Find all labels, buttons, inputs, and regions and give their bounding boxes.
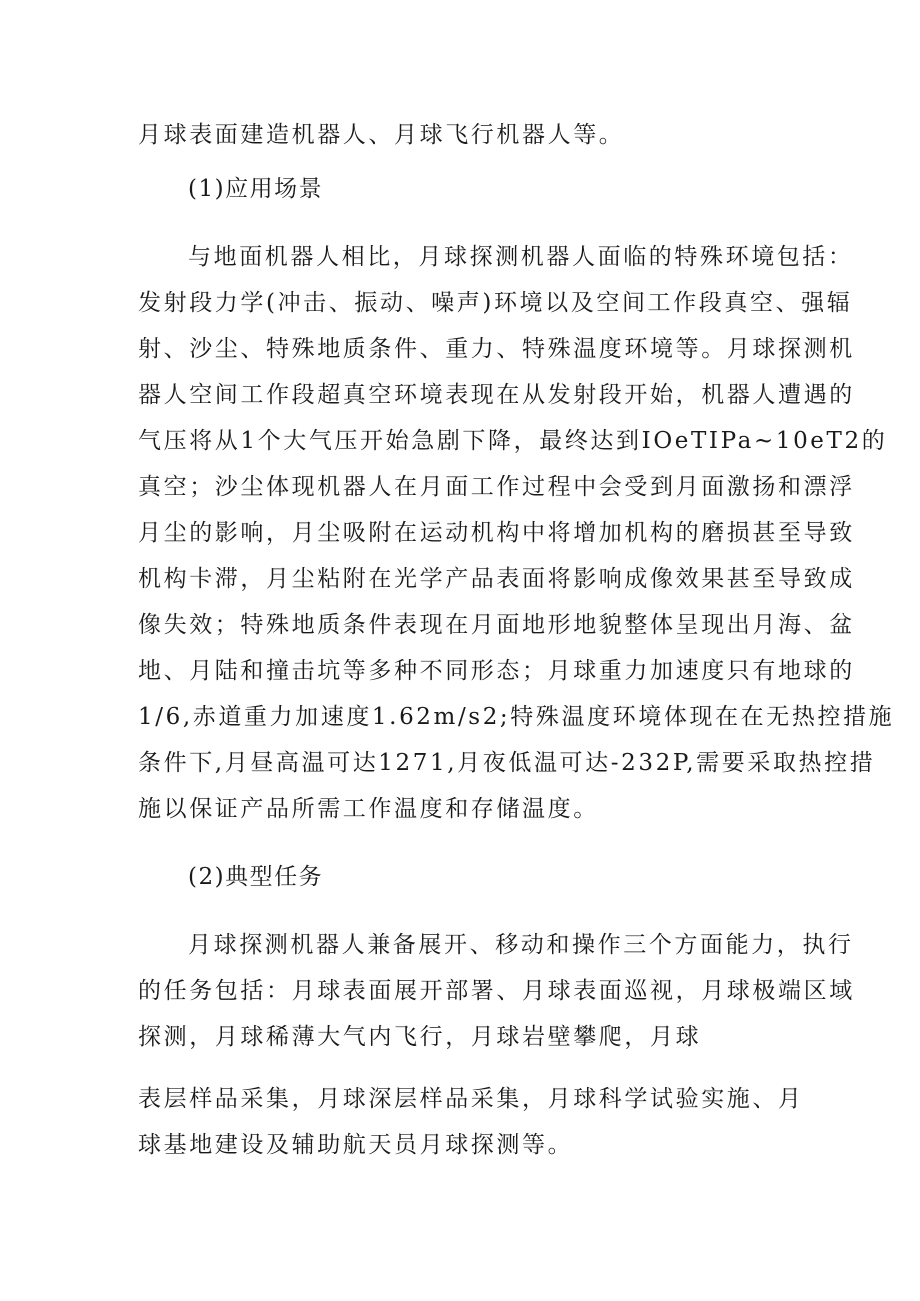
paragraph-line: 与地面机器人相比，月球探测机器人面临的特殊环境包括： — [188, 244, 854, 270]
paragraph-line: 表层样品采集，月球深层样品采集，月球科学试验实施、月 — [138, 1086, 804, 1112]
paragraph-line: 气压将从1个大气压开始急剧下降，最终达到IOeTIPa~10eT2的 — [138, 428, 888, 454]
paragraph-line: 器人空间工作段超真空环境表现在从发射段开始，机器人遭遇的 — [138, 382, 855, 408]
paragraph-line: 地、月陆和撞击坑等多种不同形态；月球重力加速度只有地球的 — [138, 658, 855, 684]
paragraph-line: 球基地建设及辅助航天员月球探测等。 — [138, 1132, 574, 1158]
opening-line: 月球表面建造机器人、月球飞行机器人等。 — [138, 122, 625, 148]
paragraph-line: 月球探测机器人兼备展开、移动和操作三个方面能力，执行 — [188, 932, 854, 958]
paragraph-line: 探测，月球稀薄大气内飞行，月球岩壁攀爬，月球 — [138, 1024, 702, 1050]
paragraph-line: 真空；沙尘体现机器人在月面工作过程中会受到月面激扬和漂浮 — [138, 474, 855, 500]
paragraph-line: 发射段力学(冲击、振动、噪声)环境以及空间工作段真空、强辐 — [138, 290, 853, 316]
paragraph-line: 像失效；特殊地质条件表现在月面地形地貌整体呈现出月海、盆 — [138, 612, 855, 638]
paragraph-line: 机构卡滞，月尘粘附在光学产品表面将影响成像效果甚至导致成 — [138, 566, 855, 592]
paragraph-line: 施以保证产品所需工作温度和存储温度。 — [138, 796, 599, 822]
section-heading-typical-tasks: (2)典型任务 — [188, 864, 324, 890]
paragraph-line: 月尘的影响，月尘吸附在运动机构中将增加机构的磨损甚至导致 — [138, 520, 855, 546]
paragraph-line: 1/6,赤道重力加速度1.62m/s2;特殊温度环境体现在在无热控措施 — [138, 704, 895, 730]
paragraph-line: 射、沙尘、特殊地质条件、重力、特殊温度环境等。月球探测机 — [138, 336, 855, 362]
paragraph-line: 条件下,月昼高温可达1271,月夜低温可达-232P,需要采取热控措 — [138, 750, 876, 776]
paragraph-line: 的任务包括：月球表面展开部署、月球表面巡视，月球极端区域 — [138, 978, 855, 1004]
section-heading-application-scenarios: (1)应用场景 — [188, 176, 324, 202]
